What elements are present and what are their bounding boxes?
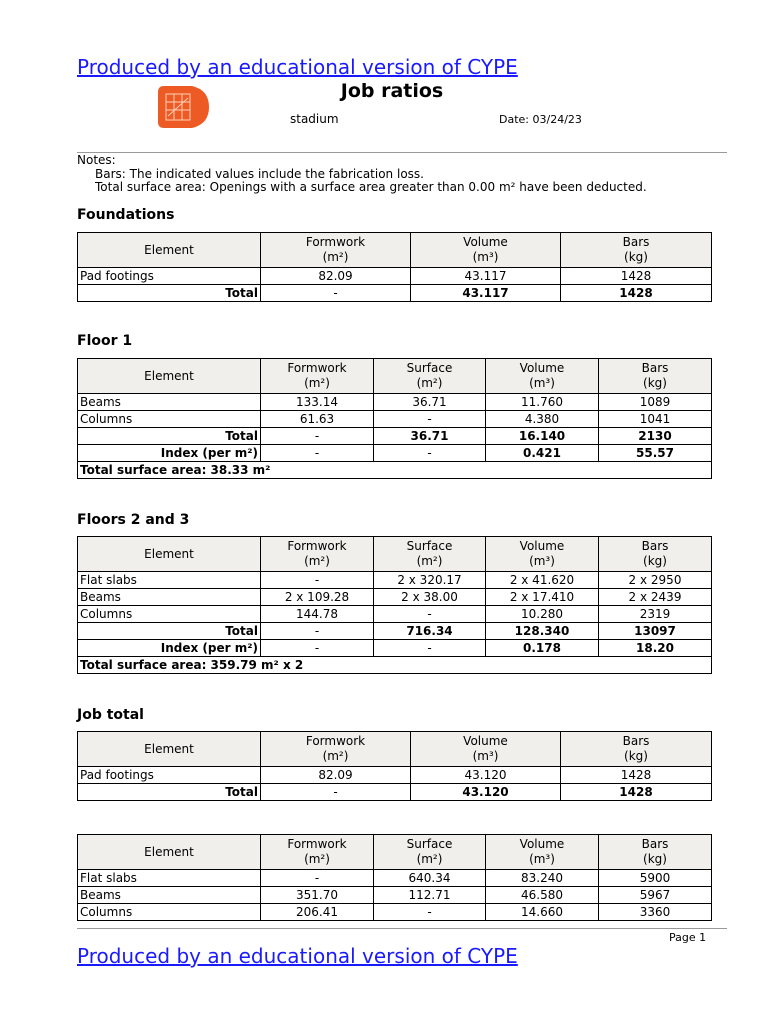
table-row bbox=[78, 887, 712, 904]
column-header: Volume (m³) bbox=[486, 835, 599, 870]
table-cell: 16.140 bbox=[486, 428, 599, 445]
table-cell: Columns bbox=[78, 606, 261, 623]
table-cell: - bbox=[374, 606, 486, 623]
table-header-row bbox=[78, 233, 712, 268]
table-cell: Total surface area: 359.79 m² x 2 bbox=[78, 657, 712, 674]
section-title-job-total: Job total bbox=[77, 707, 144, 723]
note-line: Bars: The indicated values include the fabrication loss. bbox=[95, 166, 424, 181]
table-cell: - bbox=[261, 445, 374, 462]
table-cell: 1041 bbox=[599, 411, 712, 428]
column-header: Element bbox=[78, 835, 261, 870]
table-row bbox=[78, 606, 712, 623]
total-row bbox=[78, 784, 712, 801]
total-row bbox=[78, 623, 712, 640]
note-line: Total surface area: Openings with a surface area greater than 0.00 m² have been deducted. bbox=[95, 180, 647, 194]
table-cell: Beams bbox=[78, 887, 261, 904]
index-row bbox=[78, 640, 712, 657]
column-header: Surface (m²) bbox=[374, 835, 486, 870]
table-cell: Beams bbox=[78, 394, 261, 411]
column-header: Bars (kg) bbox=[599, 835, 712, 870]
section-title-floor-1: Floor 1 bbox=[77, 333, 133, 349]
table-cell: 640.34 bbox=[374, 870, 486, 887]
table-cell: - bbox=[261, 285, 411, 302]
report-date: Date: 03/24/23 bbox=[499, 113, 582, 126]
surface-area-row bbox=[78, 462, 712, 479]
table-cell: - bbox=[261, 572, 374, 589]
notes-block bbox=[77, 154, 647, 195]
table-cell: 144.78 bbox=[261, 606, 374, 623]
table-cell: 14.660 bbox=[486, 904, 599, 921]
column-header: Bars (kg) bbox=[561, 233, 712, 268]
table-cell: Total bbox=[78, 428, 261, 445]
table-cell: Flat slabs bbox=[78, 572, 261, 589]
section-title-foundations: Foundations bbox=[77, 207, 175, 223]
table-cell: 10.280 bbox=[486, 606, 599, 623]
total-row bbox=[78, 428, 712, 445]
table-cell: 2 x 320.17 bbox=[374, 572, 486, 589]
table-cell: 82.09 bbox=[261, 767, 411, 784]
table-cell: 5900 bbox=[599, 870, 712, 887]
table-cell: Total surface area: 38.33 m² bbox=[78, 462, 712, 479]
total-row bbox=[78, 285, 712, 302]
table-cell: Index (per m²) bbox=[78, 640, 261, 657]
table-cell: 11.760 bbox=[486, 394, 599, 411]
table-header-row bbox=[78, 732, 712, 767]
table-cell: 43.120 bbox=[411, 784, 561, 801]
column-header: Bars (kg) bbox=[599, 359, 712, 394]
page-number: Page 1 bbox=[669, 931, 707, 944]
table-cell: 3360 bbox=[599, 904, 712, 921]
column-header: Surface (m²) bbox=[374, 537, 486, 572]
table-header-row bbox=[78, 359, 712, 394]
table-cell: 112.71 bbox=[374, 887, 486, 904]
table-cell: 36.71 bbox=[374, 428, 486, 445]
table-cell: Beams bbox=[78, 589, 261, 606]
table-cell: 716.34 bbox=[374, 623, 486, 640]
foundations-table bbox=[77, 232, 712, 302]
table-cell: 61.63 bbox=[261, 411, 374, 428]
table-cell: Total bbox=[78, 285, 261, 302]
column-header: Surface (m²) bbox=[374, 359, 486, 394]
table-cell: Columns bbox=[78, 411, 261, 428]
table-cell: 43.120 bbox=[411, 767, 561, 784]
table-cell: Flat slabs bbox=[78, 870, 261, 887]
table-cell: 55.57 bbox=[599, 445, 712, 462]
table-cell: 36.71 bbox=[374, 394, 486, 411]
table-cell: 1428 bbox=[561, 784, 712, 801]
table-cell: 2 x 17.410 bbox=[486, 589, 599, 606]
table-cell: 1428 bbox=[561, 268, 712, 285]
table-cell: - bbox=[261, 428, 374, 445]
table-cell: - bbox=[374, 445, 486, 462]
table-row bbox=[78, 589, 712, 606]
table-cell: Pad footings bbox=[78, 767, 261, 784]
column-header: Volume (m³) bbox=[486, 359, 599, 394]
footer-divider bbox=[77, 928, 727, 929]
table-cell: - bbox=[261, 784, 411, 801]
column-header: Element bbox=[78, 359, 261, 394]
table-cell: Total bbox=[78, 623, 261, 640]
column-header: Formwork (m²) bbox=[261, 233, 411, 268]
table-cell: - bbox=[261, 640, 374, 657]
table-row bbox=[78, 394, 712, 411]
table-row bbox=[78, 268, 712, 285]
table-row bbox=[78, 411, 712, 428]
table-cell: 2 x 2439 bbox=[599, 589, 712, 606]
column-header: Formwork (m²) bbox=[261, 732, 411, 767]
job-total-table bbox=[77, 731, 712, 801]
table-row bbox=[78, 870, 712, 887]
table-cell: 1428 bbox=[561, 285, 712, 302]
section-title-floors-2-3: Floors 2 and 3 bbox=[77, 512, 190, 528]
table-cell: 18.20 bbox=[599, 640, 712, 657]
surface-area-row bbox=[78, 657, 712, 674]
table-cell: 2 x 2950 bbox=[599, 572, 712, 589]
column-header: Volume (m³) bbox=[486, 537, 599, 572]
table-cell: 46.580 bbox=[486, 887, 599, 904]
table-cell: - bbox=[374, 640, 486, 657]
table-cell: 82.09 bbox=[261, 268, 411, 285]
table-cell: 83.240 bbox=[486, 870, 599, 887]
table-cell: Total bbox=[78, 784, 261, 801]
table-cell: Columns bbox=[78, 904, 261, 921]
column-header: Formwork (m²) bbox=[261, 537, 374, 572]
column-header: Formwork (m²) bbox=[261, 359, 374, 394]
table-cell: 5967 bbox=[599, 887, 712, 904]
column-header: Element bbox=[78, 537, 261, 572]
project-name: stadium bbox=[290, 112, 339, 126]
table-cell: 43.117 bbox=[411, 268, 561, 285]
table-cell: 2 x 38.00 bbox=[374, 589, 486, 606]
table-cell: 4.380 bbox=[486, 411, 599, 428]
table-cell: - bbox=[261, 623, 374, 640]
job-total-elements-table bbox=[77, 834, 712, 921]
table-cell: 1089 bbox=[599, 394, 712, 411]
table-cell: 2 x 41.620 bbox=[486, 572, 599, 589]
table-cell: 1428 bbox=[561, 767, 712, 784]
table-cell: 2130 bbox=[599, 428, 712, 445]
column-header: Element bbox=[78, 732, 261, 767]
table-cell: Index (per m²) bbox=[78, 445, 261, 462]
watermark-banner-bottom[interactable]: Produced by an educational version of CYPE bbox=[77, 944, 518, 968]
table-cell: 133.14 bbox=[261, 394, 374, 411]
table-cell: - bbox=[374, 411, 486, 428]
table-cell: 351.70 bbox=[261, 887, 374, 904]
column-header: Volume (m³) bbox=[411, 233, 561, 268]
column-header: Bars (kg) bbox=[599, 537, 712, 572]
table-cell: - bbox=[261, 870, 374, 887]
header-divider bbox=[77, 152, 727, 153]
table-header-row bbox=[78, 537, 712, 572]
column-header: Element bbox=[78, 233, 261, 268]
table-cell: - bbox=[374, 904, 486, 921]
table-row bbox=[78, 904, 712, 921]
table-cell: 2319 bbox=[599, 606, 712, 623]
table-row bbox=[78, 767, 712, 784]
table-cell: Pad footings bbox=[78, 268, 261, 285]
index-row bbox=[78, 445, 712, 462]
table-cell: 0.178 bbox=[486, 640, 599, 657]
floor-1-table bbox=[77, 358, 712, 479]
table-cell: 206.41 bbox=[261, 904, 374, 921]
table-row bbox=[78, 572, 712, 589]
notes-label: Notes: bbox=[77, 153, 116, 167]
column-header: Formwork (m²) bbox=[261, 835, 374, 870]
watermark-banner-top[interactable]: Produced by an educational version of CYPE bbox=[77, 55, 518, 79]
column-header: Volume (m³) bbox=[411, 732, 561, 767]
table-cell: 0.421 bbox=[486, 445, 599, 462]
column-header: Bars (kg) bbox=[561, 732, 712, 767]
page-title: Job ratios bbox=[340, 80, 444, 102]
table-cell: 2 x 109.28 bbox=[261, 589, 374, 606]
table-header-row bbox=[78, 835, 712, 870]
table-cell: 43.117 bbox=[411, 285, 561, 302]
table-cell: 128.340 bbox=[486, 623, 599, 640]
floors-2-3-table bbox=[77, 536, 712, 674]
table-cell: 13097 bbox=[599, 623, 712, 640]
